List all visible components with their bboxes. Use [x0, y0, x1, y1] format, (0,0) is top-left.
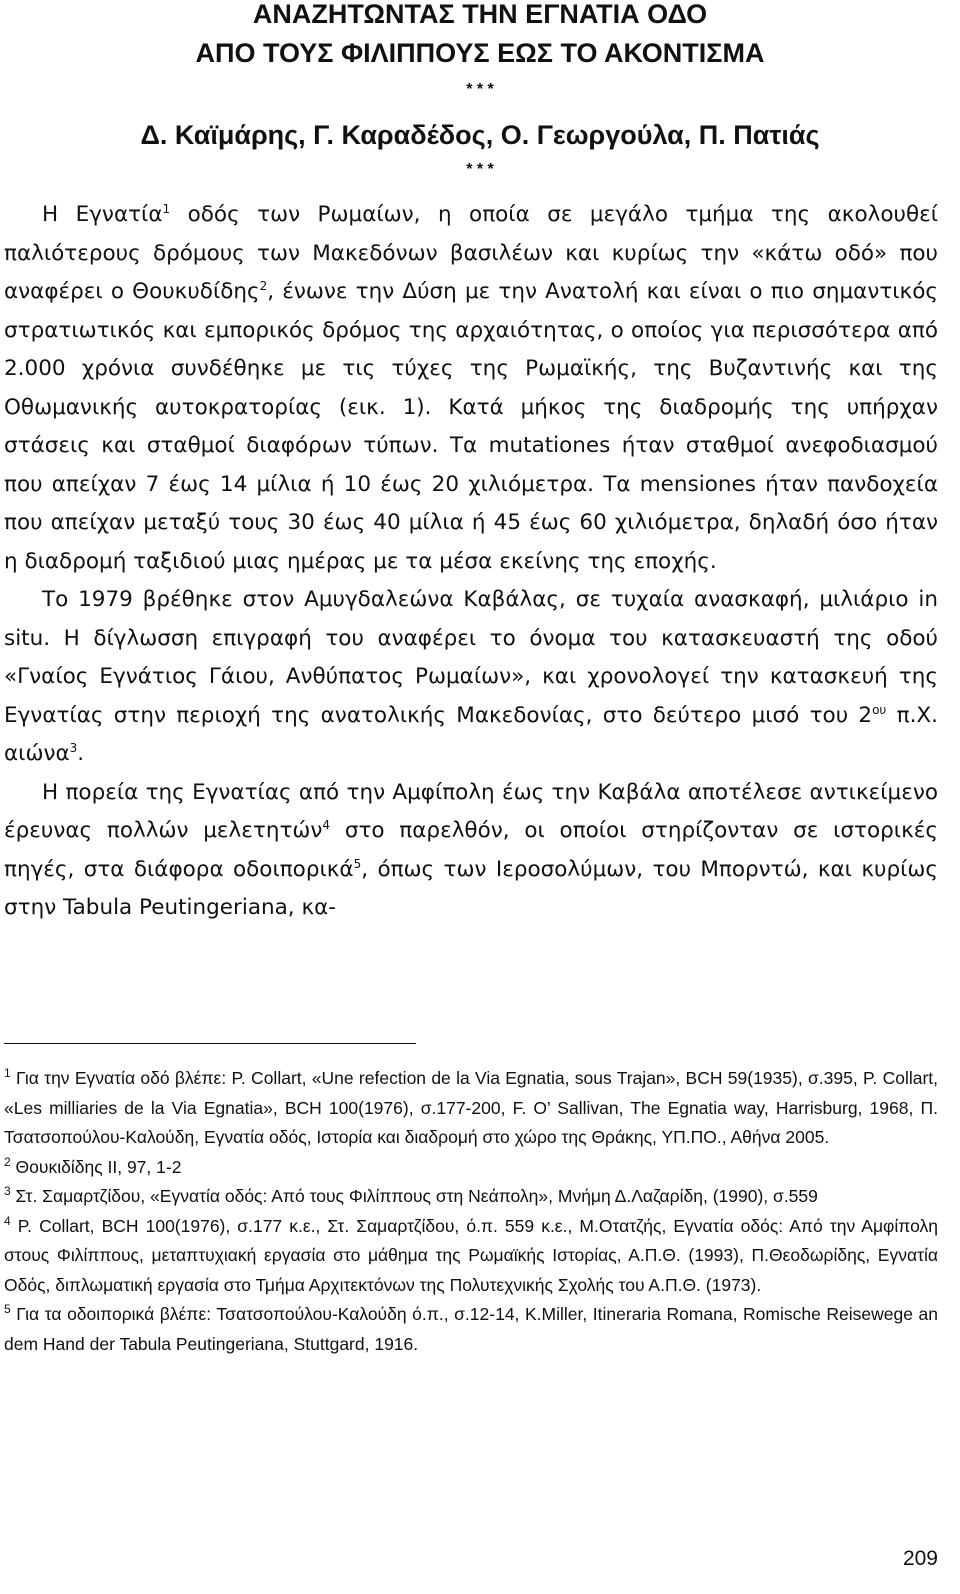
footnotes: [4, 1064, 938, 1359]
authors-line: Δ. Καϊμάρης, Γ. Καραδέδος, Ο. Γεωργούλα, Π. Πατιάς: [140, 120, 820, 150]
footnote-ref-5: 5: [353, 856, 362, 871]
page-number: 209: [902, 1547, 938, 1570]
footnote-ref-4: 4: [322, 817, 331, 832]
footnote-2: $^2$ Θουκιδίδης II, 97, 1-2: [4, 1154, 182, 1177]
footnote-ref-2: 2: [259, 278, 268, 293]
body-text: [4, 196, 938, 928]
paragraph-1: Η Εγνατία$^1$ οδός των Ρωμαίων, η οποία σε μεγάλο τμήμα της ακολουθεί παλιότερους δρόμους των Μακεδόνων βασιλέων και κυρίως την «κάτω οδό» που αναφέρει ο Θουκυδίδης$^2$, ένωνε την Δύση με την Ανατολή και είναι ο πιο σημαντικός στρατιωτικός και εμπορικός δρόμος της αρχαιότητας, ο οποίος για περισσότερα από 2.000 χρόνια συνδέθηκε με τις τύχες της Ρωμαϊκής, της Βυζαντινής και της Οθωμανικής αυτοκρατορίας (εικ. 1). Κατά μήκος της διαδρομής της υπήρχαν στάσεις και σταθμοί διαφόρων τύπων. Τα mutationes ήταν σταθμοί ανεφοδιασμού που απείχαν 7 έως 14 μίλια ή 10 έως 20 χιλιόμετρα. Τα mensiones ήταν πανδοχεία που απείχαν μεταξύ τους 30 έως 40 μίλια ή 45 έως 60 χιλιόμετρα, δηλαδή όσο ήταν η διαδρομή ταξιδιού μιας ημέρας με τα μέσα εκείνης της εποχής.: [4, 201, 938, 574]
footnote-3: $^3$ Στ. Σαμαρτζίδου, «Εγνατία οδός: Από τους Φιλίππους στη Νεάπολη», Μνήμη Δ.Λαζαρίδη, (1990), σ.559: [4, 1184, 818, 1206]
footnote-4: $^4$ P. Collart, BCH 100(1976), σ.177 κ.ε., Στ. Σαμαρτζίδου, ό.π. 559 κ.ε., Μ.Οτατζής, Εγνατία οδός: Από την Αμφίπολη στους Φιλίππους, μεταπτυχιακή εργασία στο μάθημα της Ρωμαϊκής Ιστορίας, Α.Π.Θ. (1993), Π.Θεοδωρίδης, Εγνατία Οδός, διπλωματική εργασία στο Τμήμα Αρχιτεκτόνων της Πολυτεχνικής Σχολής του Α.Π.Θ. (1973).: [4, 1213, 938, 1295]
footnote-separator: [4, 1043, 416, 1044]
footnote-ref-1: 1: [162, 201, 171, 216]
footnote-ref-3: 3: [69, 740, 78, 755]
superscript-ou: ου: [872, 702, 887, 717]
paragraph-2: Το 1979 βρέθηκε στον Αμυγδαλεώνα Καβάλας, σε τυχαία ανασκαφή, μιλιάριο in situ. Η δίγλωσση επιγραφή του αναφέρει το όνομα του κατασκευαστή της οδού «Γναίος Εγνάτιος Γάιου, Ανθύπατος Ρωμαίων», και χρονολογεί την κατασκευή της Εγνατίας στην περιοχή της ανατολικής Μακεδονίας, στο δεύτερο μισό του $2^{o\upsilon}$ π.Χ. αιώνα$^3$.: [4, 587, 938, 766]
title-line-1: ΑΝΑΖΗΤΩΝΤΑΣ ΤΗΝ ΕΓΝΑΤΙΑ ΟΔΟ: [252, 0, 708, 29]
separator-stars-2: * * *: [466, 161, 494, 178]
footnote-5: $^5$ Για τα οδοιπορικά βλέπε: Τσατσοπούλου-Καλούδη ό.π., σ.12-14, K.Miller, Itineraria Romana, Romische Reisewege an dem Hand der Tabula Peutingeriana, Stuttgard, 1916.: [4, 1302, 938, 1354]
title-line-2: ΑΠΟ ΤΟΥΣ ΦΙΛΙΠΠΟΥΣ ΕΩΣ ΤΟ ΑΚΟΝΤΙΣΜΑ: [195, 38, 765, 68]
footnote-1: $^1$ Για την Εγνατία οδό βλέπε: P. Collart, «Une refection de la Via Egnatia, sous Trajan», BCH 59(1935), σ.395, P. Collart, «Les milliaries de la Via Egnatia», BCH 100(1976), σ.177-200, F. O’ Sallivan, The Egnatia way, Harrisburg, 1968, Π. Τσατσοπούλου-Καλούδη, Εγνατία οδός, Ιστορία και διαδρομή στο χώρο της Θράκης, ΥΠ.ΠΟ., Αθήνα 2005.: [4, 1066, 938, 1147]
paragraph-3: Η πορεία της Εγνατίας από την Αμφίπολη έως την Καβάλα αποτέλεσε αντικείμενο έρευνας πολλών μελετητών$^4$ στο παρελθόν, οι οποίοι στηρίζονταν σε ιστορικές πηγές, στα διάφορα οδοιπορικά$^5$, όπως των Ιεροσολύμων, του Μπορντώ, και κυρίως στην Tabula Peutingeriana, κα-: [4, 779, 938, 920]
separator-stars-1: * * *: [466, 81, 494, 98]
